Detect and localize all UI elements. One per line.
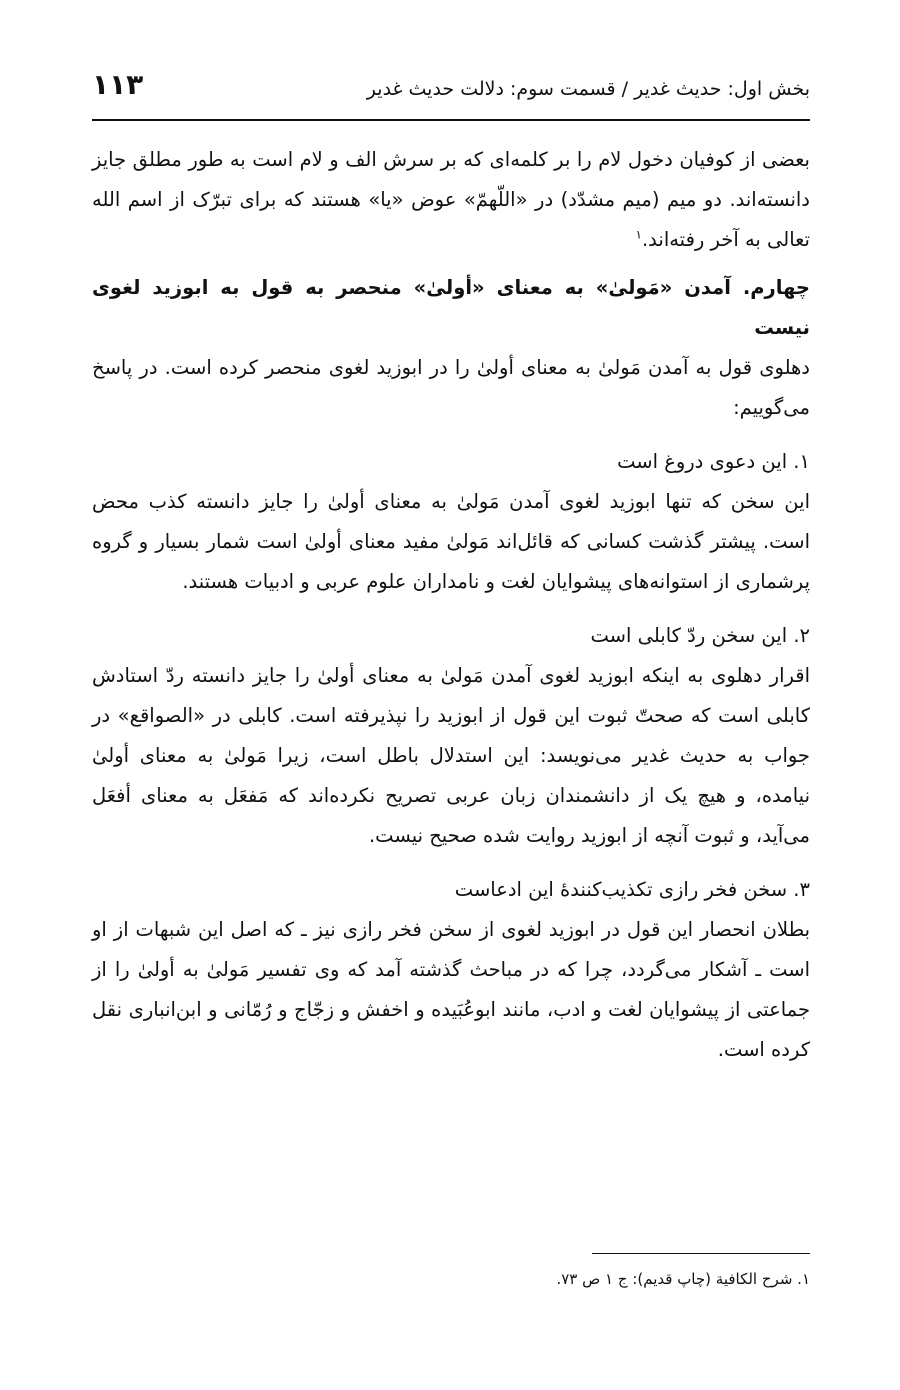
item-1-title: ۱. این دعوی دروغ است [617,450,810,473]
item-3-paragraph: بطلان انحصار این قول در ابوزید لغوی از سخن فخر رازی نیز ـ که اصل این شبهات از او است ـ آشکار می‌گردد، چرا که در مباحث گذشته آمد که وی تفسیر مَولیٰ به أولیٰ را از جماعتی از پیشوایان لغت و ادب، مانند ابوعُبَیده و اخفش و زجّاج و رُمّانی و ابن‌انباری نقل کرده است. [92,918,810,1061]
page-number: ۱۱۳ [92,68,144,101]
section-intro-paragraph: دهلوی قول به آمدن مَولیٰ به معنای أولیٰ را در ابوزید لغوی منحصر کرده است. در پاسخ می‌گوییم: [92,356,810,419]
intro-paragraph [92,140,810,260]
main-text [92,140,810,1070]
header-title: بخش اول: حدیث غدیر / قسمت سوم: دلالت حدیث غدیر [366,78,810,100]
section-heading: چهارم. آمدن «مَولیٰ» به معنای «أولیٰ» منحصر به قول به ابوزید لغوی نیست [92,276,810,339]
footnote: ۱. شرح الکافیة (چاپ قدیم): ج ۱ ص ۷۳. [556,1270,810,1288]
item-2-paragraph: اقرار دهلوی به اینکه ابوزید لغوی آمدن مَولیٰ به معنای أولیٰ را جایز دانسته ردّ استادش کابلی است که صحتّ ثبوت این قول از ابوزید را نپذیرفته است. کابلی در «الصواقع» در جواب به حدیث غدیر می‌نویسد: این استدلال باطل است، زیرا مَولیٰ به معنای أولیٰ نیامده، و هیچ یک از دانشمندان زبان عربی تصریح نکرده‌اند که مَفعَل به معنای أفعَل می‌آید، و ثبوت آنچه از ابوزید روایت شده صحیح نیست. [92,664,810,847]
footnote-marker: ۱ [635,227,642,242]
item-2-title: ۲. این سخن ردّ کابلی است [590,624,810,647]
footnote-divider [592,1253,810,1254]
item-1-paragraph: این سخن که تنها ابوزید لغوی آمدن مَولیٰ به معنای أولیٰ را جایز دانسته کذب محض است. پیشتر گذشت کسانی که قائل‌اند مَولیٰ مفید معنای أولیٰ است شمار بسیار و گروه پرشماری از استوانه‌های پیشوایان لغت و نامداران علوم عربی و ادبیات هستند. [92,490,810,593]
header-divider [92,119,810,121]
running-header [92,62,810,114]
intro-text: بعضی از کوفیان دخول لام را بر کلمه‌ای که بر سرش الف و لام است به طور مطلق جایز دانسته‌اند. دو میم (میم مشدّد) در «اللّهمّ» عوض «یا» هستند که برای تبرّک از اسم الله تعالی به آخر رفته‌اند. [92,148,810,251]
item-3-title: ۳. سخن فخر رازی تکذیب‌کنندهٔ این ادعاست [454,878,810,901]
